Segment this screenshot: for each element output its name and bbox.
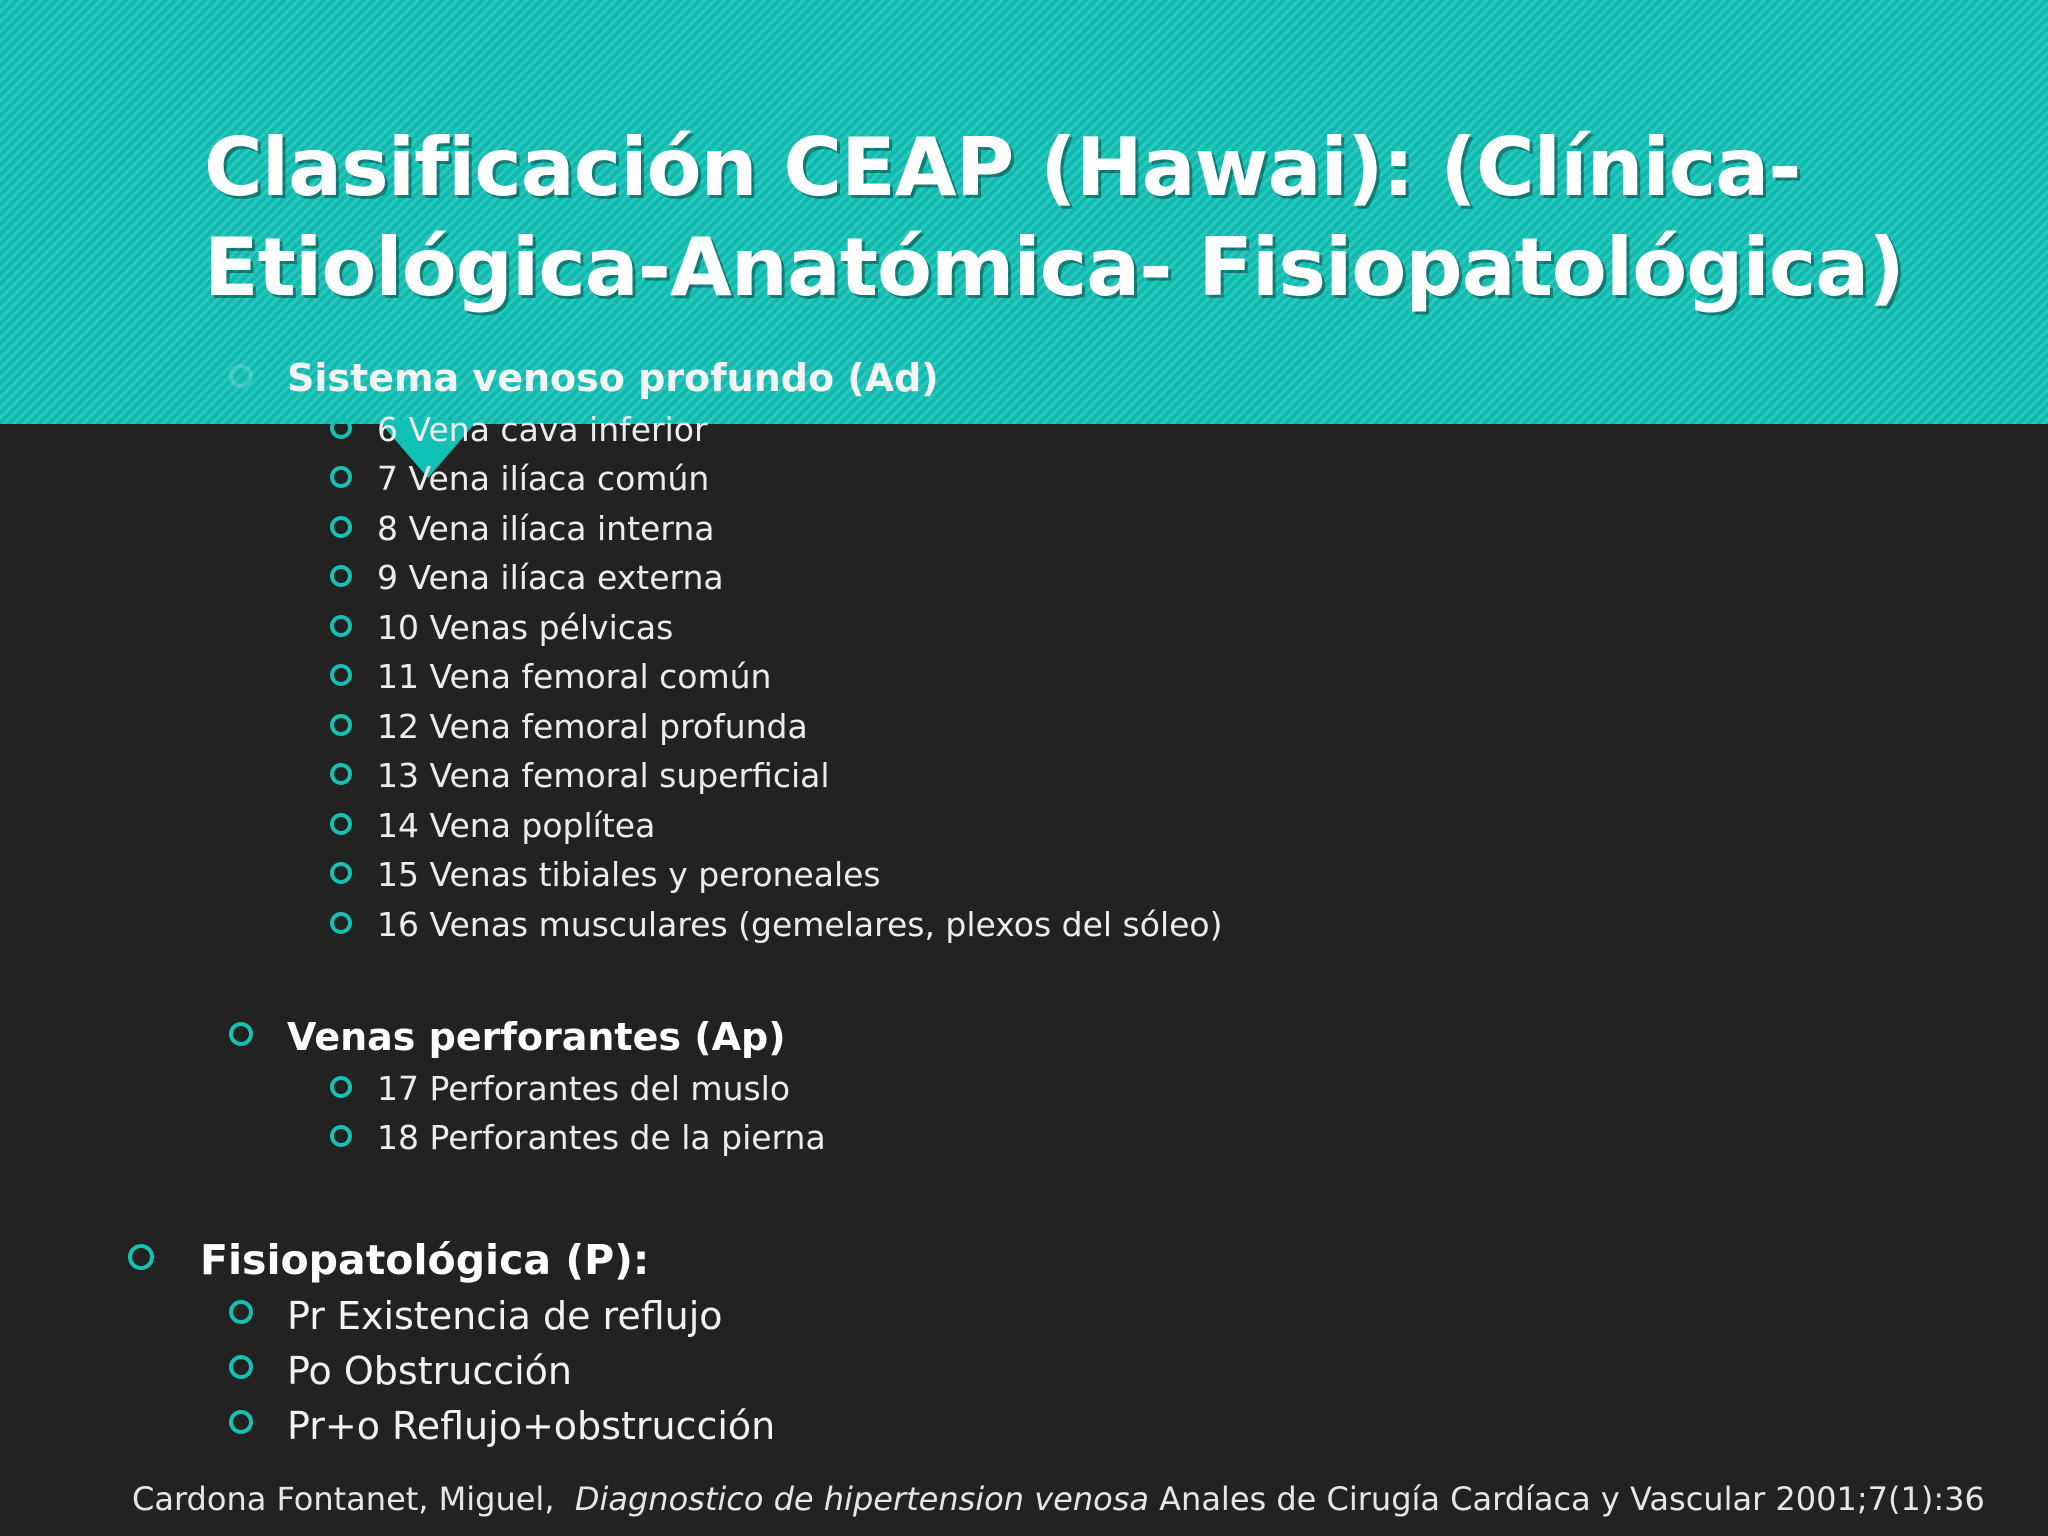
list-item-bullet-icon [330, 912, 352, 934]
citation-source: Anales de Cirugía Cardíaca y Vascular 2001;7(1):36 [1159, 1480, 1985, 1518]
list-item: 13 Vena femoral superficial [377, 756, 830, 795]
list-item: Pr Existencia de reflujo [287, 1294, 723, 1338]
list-item: Pr+o Reflujo+obstrucción [287, 1404, 776, 1448]
list-item-bullet-icon [330, 763, 352, 785]
list-item-bullet-icon [330, 615, 352, 637]
list-item-bullet-icon [229, 1300, 253, 1324]
list-item: 17 Perforantes del muslo [377, 1069, 791, 1108]
list-item-bullet-icon [330, 714, 352, 736]
list-item-bullet-icon [330, 1125, 352, 1147]
list-item-bullet-icon [330, 862, 352, 884]
list-item: 11 Vena femoral común [377, 657, 772, 696]
perforators-bullet-icon [229, 1022, 253, 1046]
deep-system-bullet-icon [229, 364, 253, 388]
slide-title-line-2: Etiológica-Anatómica- Fisiopatológica) [204, 221, 1904, 314]
list-item: 16 Venas musculares (gemelares, plexos del sóleo) [377, 905, 1223, 944]
list-item: 9 Vena ilíaca externa [377, 558, 724, 597]
list-item: 15 Venas tibiales y peroneales [377, 855, 881, 894]
slide-title-line-1: Clasificación CEAP (Hawai): (Clínica- [204, 121, 1801, 214]
list-item-bullet-icon [330, 417, 352, 439]
list-item: 14 Vena poplítea [377, 806, 656, 845]
citation-author: Cardona Fontanet, Miguel, [132, 1480, 555, 1518]
list-item-bullet-icon [330, 466, 352, 488]
slide-title [204, 118, 1984, 318]
list-item-bullet-icon [330, 1076, 352, 1098]
list-item-bullet-icon [330, 516, 352, 538]
list-item: 6 Vena cava inferior [377, 410, 708, 449]
perforators-heading: Venas perforantes (Ap) [287, 1015, 786, 1059]
deep-system-heading: Sistema venoso profundo (Ad) [287, 356, 939, 400]
pathophysiology-heading: Fisiopatológica (P): [200, 1236, 650, 1284]
list-item-bullet-icon [229, 1410, 253, 1434]
list-item: 7 Vena ilíaca común [377, 459, 710, 498]
list-item: 8 Vena ilíaca interna [377, 509, 715, 548]
citation-work-title: Diagnostico de hipertension venosa [574, 1480, 1149, 1518]
list-item-bullet-icon [229, 1355, 253, 1379]
list-item-bullet-icon [330, 664, 352, 686]
list-item: 10 Venas pélvicas [377, 608, 674, 647]
pathophysiology-bullet-icon [128, 1244, 154, 1270]
list-item: Po Obstrucción [287, 1349, 572, 1393]
list-item-bullet-icon [330, 813, 352, 835]
list-item: 18 Perforantes de la pierna [377, 1118, 826, 1157]
list-item-bullet-icon [330, 565, 352, 587]
citation [132, 1480, 1985, 1518]
list-item: 12 Vena femoral profunda [377, 707, 808, 746]
